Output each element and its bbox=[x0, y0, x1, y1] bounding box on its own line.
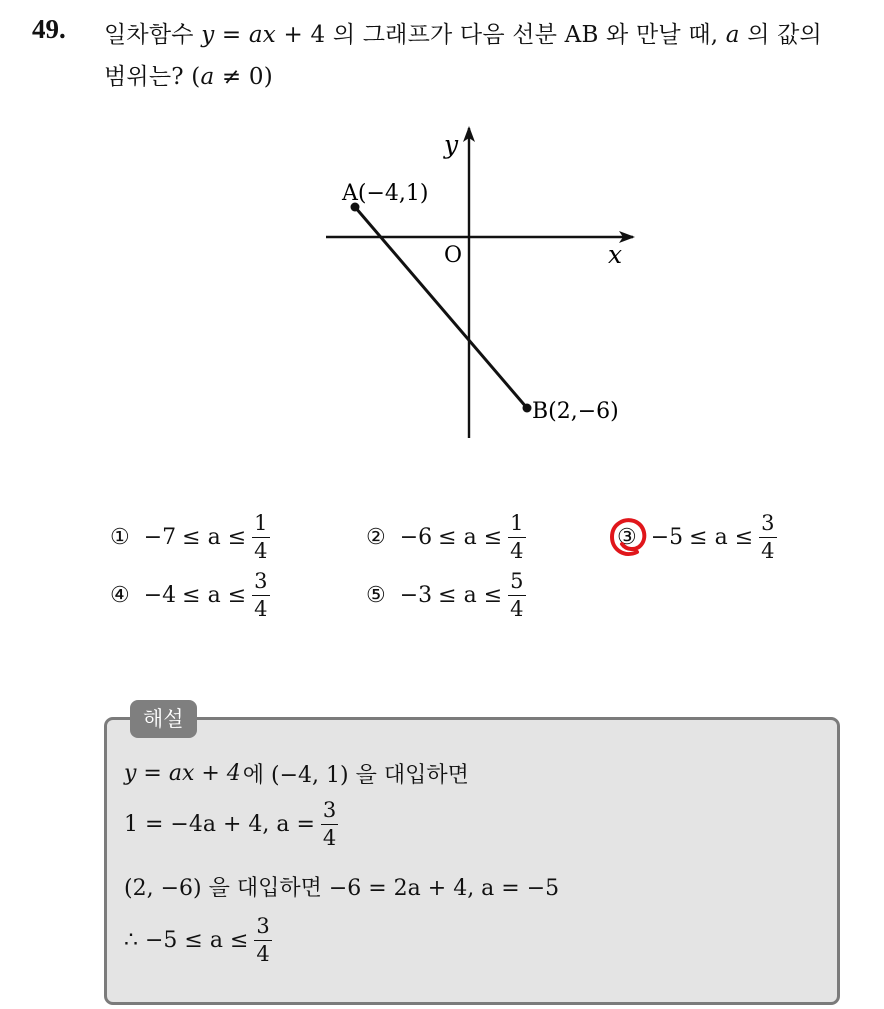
choice-number-1: ① bbox=[110, 525, 130, 550]
solution-line-3: (2, −6) 을 대입하면 −6 = 2a + 4, a = −5 bbox=[124, 876, 560, 901]
point-a-label: A(−4,1) bbox=[342, 181, 429, 206]
upper-bound-fraction: $\frac{5}{4}$ bbox=[510, 569, 524, 621]
choice-lower-bound: −4 bbox=[143, 583, 177, 608]
solution-fraction: $\frac{3}{4}$ bbox=[322, 798, 337, 850]
solution-equation: y = ax + 4 bbox=[124, 761, 241, 786]
inequality-text: ≤ a ≤ bbox=[182, 525, 247, 550]
upper-bound-fraction: $\frac{1}{4}$ bbox=[254, 511, 268, 563]
choice-1[interactable] bbox=[110, 513, 270, 562]
inequality-text: ≤ a ≤ bbox=[182, 583, 247, 608]
upper-bound-fraction: $\frac{3}{4}$ bbox=[254, 569, 268, 621]
choice-number-5: ⑤ bbox=[366, 583, 386, 608]
inequality-text: ≤ a ≤ bbox=[689, 525, 754, 550]
answer-circle-mark bbox=[617, 525, 637, 550]
choice-lower-bound: −6 bbox=[399, 525, 433, 550]
upper-bound-fraction: $\frac{3}{4}$ bbox=[761, 511, 775, 563]
solution-line-1: y = ax + 4 에 (−4, 1) 을 대입하면 bbox=[124, 761, 469, 788]
question-text-line2: 범위는? (a ≠ 0) bbox=[104, 64, 273, 90]
choice-5[interactable] bbox=[366, 571, 526, 620]
choice-number-3: ③ bbox=[617, 525, 637, 550]
question-number: 49. bbox=[32, 14, 66, 44]
upper-bound-fraction: $\frac{1}{4}$ bbox=[510, 511, 524, 563]
choice-number-4: ④ bbox=[110, 583, 130, 608]
choice-4[interactable] bbox=[110, 571, 270, 620]
red-circle-icon bbox=[607, 514, 651, 560]
solution-line-2: 1 = −4a + 4, a = $\frac{3}{4}$ bbox=[124, 798, 337, 850]
choice-3[interactable] bbox=[617, 513, 777, 562]
choice-lower-bound: −7 bbox=[143, 525, 177, 550]
x-axis-label: x bbox=[608, 240, 623, 269]
point-b-label: B(2,−6) bbox=[532, 399, 619, 424]
coordinate-graph bbox=[300, 120, 650, 450]
point-b bbox=[523, 404, 532, 413]
choice-lower-bound: −3 bbox=[399, 583, 433, 608]
solution-tag: 해설 bbox=[130, 700, 197, 738]
solution-fraction: $\frac{3}{4}$ bbox=[256, 914, 270, 966]
inequality-text: ≤ a ≤ bbox=[438, 583, 503, 608]
y-axis-label: y bbox=[444, 130, 459, 159]
question-text-line1: 일차함수 y = ax + 4 의 그래프가 다음 선분 AB 와 만날 때, a 의 값의 bbox=[104, 22, 822, 48]
solution-line-4: ∴ −5 ≤ a ≤ $\frac{3}{4}$ bbox=[124, 914, 270, 966]
choice-number-2: ② bbox=[366, 525, 386, 550]
origin-label: O bbox=[444, 243, 463, 268]
choice-2[interactable] bbox=[366, 513, 526, 562]
choice-lower-bound: −5 bbox=[650, 525, 684, 550]
inequality-text: ≤ a ≤ bbox=[438, 525, 503, 550]
